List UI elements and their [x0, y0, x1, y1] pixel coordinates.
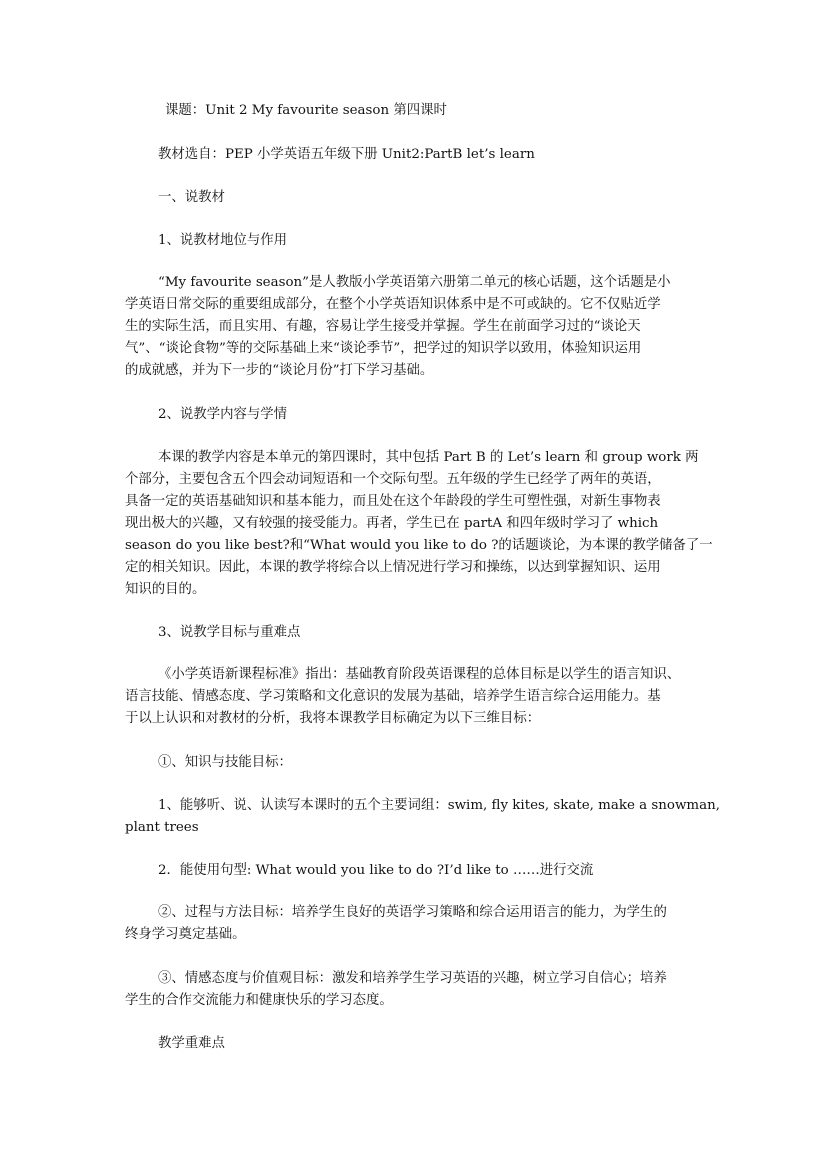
goal-knowledge-heading: ①、知识与技能目标：	[158, 755, 292, 770]
paragraph-line: ③、情感态度与价值观目标：激发和培养学生学习英语的兴趣，树立学习自信心；培养	[158, 971, 667, 986]
subheading-content: 2、说教学内容与学情	[158, 407, 288, 422]
paragraph-line: 《小学英语新课程标准》指出：基础教育阶段英语课程的总体目标是以学生的语言知识、	[158, 667, 681, 682]
paragraph-line: 个部分，主要包含五个四会动词短语和一个交际句型。五年级的学生已经学了两年的英语，	[125, 472, 661, 487]
paragraph-line: 气”、“谈论食物”等的交际基础上来“谈论季节”，把学过的知识学以致用，体验知识运用	[125, 341, 642, 356]
subheading-goals: 3、说教学目标与重难点	[158, 625, 301, 640]
paragraph-line: 终身学习奠定基础。	[125, 927, 246, 942]
paragraph-line: 于以上认识和对教材的分析，我将本课教学目标确定为以下三维目标：	[125, 711, 541, 726]
paragraph-line: 学生的合作交流能力和健康快乐的学习态度。	[125, 993, 393, 1008]
paragraph-line: plant trees	[125, 820, 199, 835]
paragraph-line: 具备一定的英语基础知识和基本能力，而且处在这个年龄段的学生可塑性强，对新生事物表	[125, 494, 661, 509]
subheading-key-points: 教学重难点	[158, 1036, 225, 1051]
paragraph-line: “My favourite season”是人教版小学英语第六册第二单元的核心话题，这个话题是小	[158, 275, 671, 290]
paragraph-goals	[125, 664, 705, 730]
lesson-title: 课题：Unit 2 My favourite season 第四课时	[165, 103, 447, 118]
paragraph-line: 定的相关知识。因此，本课的教学将综合以上情况进行学习和操练，以达到掌握知识、运用	[125, 560, 661, 575]
paragraph-status	[125, 272, 705, 382]
paragraph-content	[125, 447, 713, 601]
item-vocabulary	[125, 795, 720, 839]
paragraph-line: 知识的目的。	[125, 582, 206, 597]
paragraph-line: 本课的教学内容是本单元的第四课时，其中包括 Part B 的 Let’s learn 和 group work 两	[158, 450, 699, 465]
paragraph-line: season do you like best?和“What would you like to do ?的话题谈论，为本课的教学储备了一	[125, 538, 713, 553]
paragraph-line: 的成就感，并为下一步的“谈论月份”打下学习基础。	[125, 363, 434, 378]
paragraph-line: 现出极大的兴趣，又有较强的接受能力。再者，学生已在 partA 和四年级时学习了 which	[125, 516, 659, 531]
paragraph-line: ②、过程与方法目标：培养学生良好的英语学习策略和综合运用语言的能力，为学生的	[158, 905, 667, 920]
paragraph-line: 生的实际生活，而且实用、有趣，容易让学生接受并掌握。学生在前面学习过的“谈论天	[125, 319, 641, 334]
paragraph-line: 语言技能、情感态度、学习策略和文化意识的发展为基础，培养学生语言综合运用能力。基	[125, 689, 661, 704]
item-sentence-pattern: 2．能使用句型: What would you like to do ?I’d like to ……进行交流	[158, 863, 594, 878]
paragraph-line: 1、能够听、说、认读写本课时的五个主要词组：swim, fly kites, skate, make a snowman,	[158, 798, 720, 813]
goal-attitude	[125, 968, 705, 1012]
paragraph-line: 学英语日常交际的重要组成部分，在整个小学英语知识体系中是不可或缺的。它不仅贴近学	[125, 297, 661, 312]
section-heading-textbook: 一、说教材	[158, 190, 225, 205]
textbook-source: 教材选自：PEP 小学英语五年级下册 Unit2:PartB let’s learn	[158, 147, 535, 162]
subheading-status: 1、说教材地位与作用	[158, 233, 288, 248]
goal-process	[125, 902, 705, 946]
